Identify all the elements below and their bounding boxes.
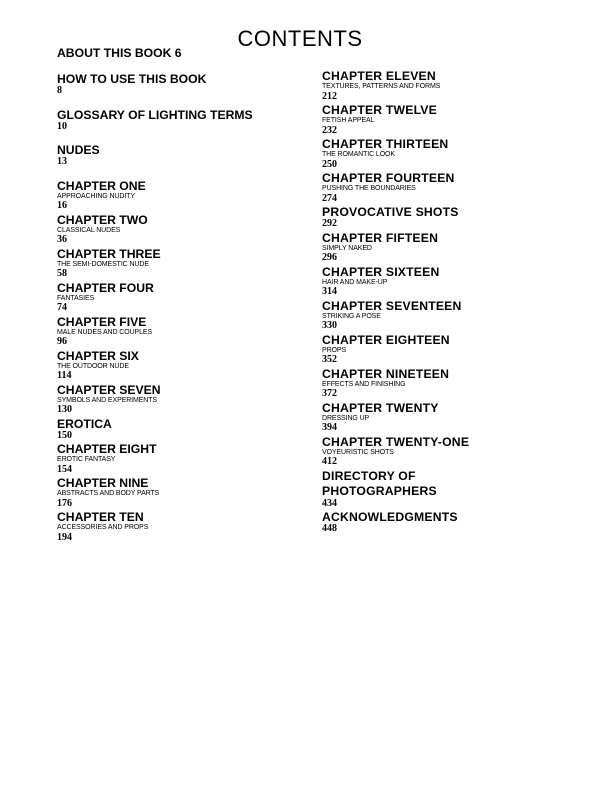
entry-subtitle: EFFECTS AND FINISHING [322, 380, 406, 388]
entry-title: ABOUT THIS BOOK 6 [57, 46, 182, 60]
entry-title: CHAPTER FOURTEEN [322, 171, 455, 185]
entry-page-number: 16 [57, 200, 67, 211]
entry-title: CHAPTER ELEVEN [322, 69, 436, 83]
entry-title: CHAPTER EIGHT [57, 442, 157, 456]
entry-page-number: 314 [322, 286, 337, 297]
entry-title: PROVOCATIVE SHOTS [322, 205, 459, 219]
entry-page-number: 36 [57, 234, 67, 245]
entry-subtitle: APPROACHING NUDITY [57, 192, 135, 200]
entry-page-number: 434 [322, 497, 337, 509]
entry-title: CHAPTER TWELVE [322, 103, 437, 117]
toc-entry-chapter-eight [57, 442, 307, 474]
toc-entry-about [57, 46, 307, 60]
entry-title: CHAPTER FOUR [57, 280, 154, 295]
entry-page-number: 74 [57, 302, 67, 313]
toc-entry-chapter-seven [57, 383, 307, 415]
toc-entry-chapter-eleven [322, 69, 572, 101]
entry-page-number: 96 [57, 336, 67, 347]
entry-title: CHAPTER TWENTY [322, 400, 439, 415]
entry-title: CHAPTER FIFTEEN [322, 230, 439, 245]
entry-title: HOW TO USE THIS BOOK [57, 72, 207, 86]
entry-page-number: 13 [57, 156, 67, 167]
entry-title: CHAPTER ONE [57, 178, 146, 193]
entry-title: CHAPTER SIXTEEN [322, 264, 440, 279]
entry-title: GLOSSARY OF LIGHTING TERMS [57, 107, 253, 122]
entry-page-number: 250 [322, 158, 337, 170]
entry-page-number: 372 [322, 388, 337, 399]
toc-entry-chapter-twelve [322, 103, 572, 135]
toc-entry-glossary [57, 108, 307, 132]
entry-title: CHAPTER NINE [57, 476, 149, 490]
entry-page-number: 58 [57, 268, 67, 279]
toc-entry-chapter-four [57, 281, 307, 313]
entry-page-number: 394 [322, 422, 337, 433]
entry-page-number: 194 [57, 531, 72, 543]
entry-subtitle: SIMPLY NAKED [322, 244, 372, 252]
entry-subtitle: SYMBOLS AND EXPERIMENTS [57, 396, 158, 404]
entry-title: CHAPTER SIX [57, 348, 139, 363]
entry-subtitle: THE ROMANTIC LOOK [322, 151, 395, 158]
entry-subtitle: ABSTRACTS AND BODY PARTS [57, 490, 160, 497]
entry-title: NUDES [57, 143, 100, 157]
entry-subtitle: CLASSICAL NUDES [57, 226, 121, 234]
entry-title: CHAPTER FIVE [57, 314, 147, 329]
page-title: CONTENTS [237, 26, 363, 51]
entry-title: CHAPTER EIGHTEEN [322, 332, 450, 347]
toc-entry-provocative-shots [322, 205, 572, 229]
entry-page-number: 412 [322, 456, 337, 467]
toc-entry-chapter-sixteen [322, 265, 572, 297]
entry-subtitle: EROTIC FANTASY [57, 456, 116, 463]
entry-page-number: 330 [322, 320, 337, 331]
entry-title: EROTICA [57, 416, 112, 431]
entry-subtitle: TEXTURES, PATTERNS AND FORMS [322, 83, 441, 90]
entry-subtitle: FANTASIES [57, 294, 95, 302]
entry-title: CHAPTER SEVEN [57, 382, 161, 397]
entry-subtitle: DRESSING UP [322, 414, 370, 422]
toc-entry-chapter-two [57, 213, 307, 245]
toc-entry-chapter-twenty-one [322, 435, 572, 467]
toc-entry-chapter-thirteen [322, 137, 572, 169]
entry-page-number: 296 [322, 252, 337, 263]
entry-page-number: 212 [322, 90, 337, 102]
entry-subtitle: PROPS [322, 346, 347, 354]
entry-subtitle: STRIKING A POSE [322, 312, 381, 320]
entry-title: CHAPTER TWENTY-ONE [322, 434, 470, 449]
entry-page-number: 292 [322, 218, 337, 229]
toc-entry-chapter-one [57, 179, 307, 211]
entry-page-number: 8 [57, 85, 62, 96]
entry-subtitle: ACCESSORIES AND PROPS [57, 524, 149, 531]
entry-title: CHAPTER THIRTEEN [322, 137, 449, 151]
entry-subtitle: VOYEURISTIC SHOTS [322, 448, 394, 456]
toc-entry-chapter-three [57, 247, 307, 279]
entry-subtitle: HAIR AND MAKE-UP [322, 278, 388, 286]
toc-entry-directory [322, 469, 442, 509]
contents-left-column [57, 46, 307, 542]
toc-entry-chapter-eighteen [322, 333, 572, 365]
entry-title: CHAPTER TWO [57, 212, 148, 227]
entry-title: CHAPTER NINETEEN [322, 366, 450, 381]
toc-entry-chapter-twenty [322, 401, 572, 433]
entry-subtitle: THE OUTDOOR NUDE [57, 362, 129, 370]
toc-entry-acknowledgments [322, 510, 572, 534]
entry-title: CHAPTER TEN [57, 510, 144, 524]
toc-entry-chapter-fifteen [322, 231, 572, 263]
contents-right-column [322, 69, 572, 534]
toc-entry-chapter-ten [57, 510, 307, 542]
entry-page-number: 154 [57, 463, 72, 475]
toc-entry-chapter-fourteen [322, 171, 572, 203]
entry-page-number: 274 [322, 192, 337, 204]
entry-page-number: 114 [57, 370, 72, 381]
entry-page-number: 352 [322, 354, 337, 365]
entry-subtitle: THE SEMI-DOMESTIC NUDE [57, 260, 149, 268]
toc-entry-chapter-six [57, 349, 307, 381]
entry-title: DIRECTORY OF PHOTOGRAPHERS [322, 468, 437, 498]
entry-subtitle: MALE NUDES AND COUPLES [57, 328, 153, 336]
entry-subtitle: FETISH APPEAL [322, 117, 375, 124]
entry-page-number: 448 [322, 523, 337, 534]
entry-title: CHAPTER THREE [57, 246, 161, 261]
toc-entry-nudes [57, 143, 307, 167]
toc-entry-erotica [57, 417, 307, 441]
entry-subtitle: PUSHING THE BOUNDARIES [322, 185, 416, 192]
entry-page-number: 232 [322, 124, 337, 136]
entry-page-number: 150 [57, 429, 72, 441]
toc-entry-chapter-nineteen [322, 367, 572, 399]
toc-entry-chapter-seventeen [322, 299, 572, 331]
entry-page-number: 10 [57, 120, 67, 132]
toc-entry-chapter-nine [57, 476, 307, 508]
entry-title: ACKNOWLEDGMENTS [322, 510, 458, 524]
entry-page-number: 176 [57, 497, 72, 509]
toc-entry-chapter-five [57, 315, 307, 347]
entry-page-number: 130 [57, 404, 72, 415]
entry-title: CHAPTER SEVENTEEN [322, 298, 462, 313]
toc-entry-how-to-use [57, 72, 307, 96]
